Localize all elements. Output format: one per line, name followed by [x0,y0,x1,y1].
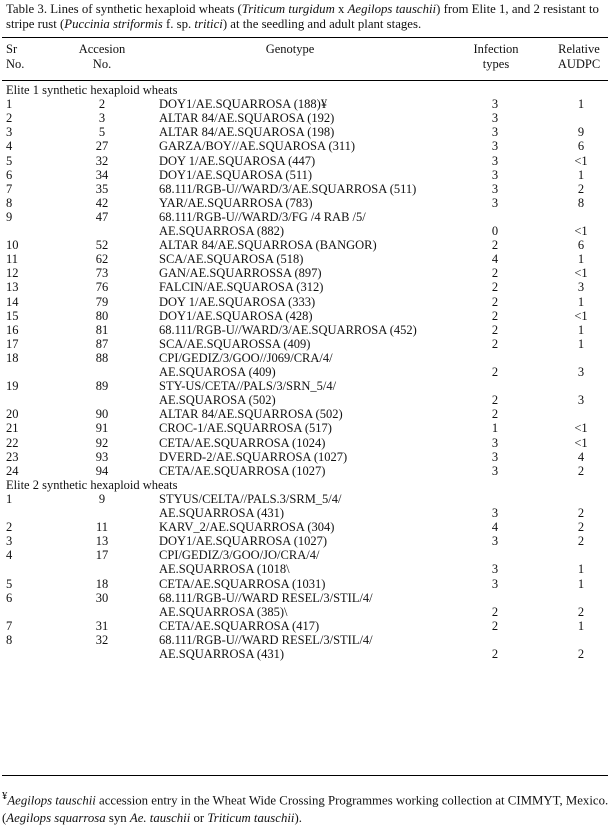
row-genotype: DOY1/AE.SQUAROSA (428) [159,308,313,323]
row-relative-audpc: 1 [577,618,585,633]
row-infection-type: 2 [491,322,499,337]
row-infection-type: 3 [491,153,499,168]
row-sr-no: 5 [6,576,13,591]
header-bottom-rule [2,80,608,81]
row-genotype: ALTAR 84/AE.SQUARROSA (502) [159,407,343,422]
row-accession-no: 88 [95,350,109,365]
row-infection-type: 3 [491,534,499,549]
row-genotype: ALTAR 84/AE.SQUARROSA (BANGOR) [159,238,377,253]
row-sr-no: 6 [6,167,13,182]
table-top-rule [2,37,608,38]
row-accession-no: 52 [95,238,109,253]
row-accession-no: 35 [95,181,109,196]
row-genotype: AE.SQUARROSA (431) [159,647,285,661]
row-genotype: CETA/AE.SQUARROSA (417) [159,618,320,633]
row-infection-type: 3 [491,449,499,464]
row-genotype: KARV_2/AE.SQUARROSA (304) [159,520,335,535]
row-genotype: FALCIN/AE.SQUAROSA (312) [159,280,324,295]
footnote-italic: Aegilops tauschii [7,793,96,808]
footnote-text: syn [105,811,130,826]
row-infection-type: 3 [491,576,499,591]
row-accession-no: 2 [98,97,106,112]
row-relative-audpc: 2 [577,506,585,520]
row-infection-type: 2 [491,238,499,253]
row-infection-type: 3 [491,167,499,182]
row-genotype: AE.SQUARROSA (882) [159,224,285,238]
row-genotype: AE.SQUAROSA (502) [159,393,276,408]
row-infection-type: 3 [491,562,499,577]
header-aud-line1: Relative [558,42,600,56]
row-sr-no: 16 [6,322,19,337]
row-sr-no: 2 [6,520,13,535]
header-sr [6,42,28,72]
caption-text: ) from Elite 1, and 2 resistant to stripe rust ( [6,2,599,31]
row-genotype: ALTAR 84/AE.SQUAROSA (198) [159,125,335,140]
row-sr-no: 13 [6,280,19,295]
row-relative-audpc: <1 [574,224,588,238]
row-accession-no: 76 [95,280,109,295]
row-sr-no: 1 [6,97,13,112]
table-caption [6,2,606,32]
row-genotype: STYUS/CELTA//PALS.3/SRM_5/4/ [159,491,342,506]
row-genotype: CETA/AE.SQUARROSA (1031) [159,576,326,591]
row-genotype: AE.SQUARROSA (385)\ [159,604,288,619]
row-accession-no: 62 [95,252,109,267]
row-genotype: 68.111/RGB-U//WARD RESEL/3/STIL/4/ [159,590,373,605]
row-genotype: DOY1/AE.SQUAROSA (511) [159,167,313,182]
row-accession-no: 42 [95,195,109,210]
row-accession-no: 30 [95,590,109,605]
row-accession-no: 80 [95,308,109,323]
row-relative-audpc: <1 [574,308,588,323]
header-acc-line1: Accesion [78,42,126,56]
row-accession-no: 94 [95,463,109,478]
row-relative-audpc: 6 [577,139,585,154]
row-infection-type: 3 [491,97,499,112]
footnote-text: ). [294,811,302,826]
row-relative-audpc: 1 [577,562,585,577]
row-genotype: AE.SQUARROSA (431) [159,506,285,520]
footnote-italic: Triticum tauschii [207,811,295,826]
row-accession-no: 91 [95,421,109,436]
row-sr-no: 23 [6,449,19,464]
row-sr-no: 10 [6,238,19,253]
row-accession-no: 13 [95,534,109,549]
row-genotype: SCA/AE.SQUAROSA (518) [159,252,304,267]
row-accession-no: 73 [95,266,109,281]
row-sr-no: 24 [6,463,19,478]
header-geno-line1: Genotype [265,42,315,56]
row-infection-type: 2 [491,407,499,422]
row-genotype: CPI/GEDIZ/3/GOO/JO/CRA/4/ [159,548,320,563]
row-accession-no: 79 [95,294,109,309]
row-genotype: DOY1/AE.SQUARROSA (1027) [159,534,328,549]
caption-text: Table 3. Lines of synthetic hexaploid wheats ( [6,2,242,16]
row-sr-no: 9 [6,209,13,224]
row-relative-audpc: 3 [577,365,585,379]
row-accession-no: 32 [95,632,109,647]
row-genotype: CETA/AE.SQUARROSA (1027) [159,463,326,478]
row-infection-type: 4 [491,520,499,535]
header-sr-line2: No. [6,57,25,71]
row-accession-no: 31 [95,618,109,633]
row-infection-type: 2 [491,365,499,379]
header-aud-line2: AUDPC [557,57,601,71]
row-sr-no: 18 [6,350,19,365]
row-relative-audpc: 2 [577,463,585,478]
row-relative-audpc: 9 [577,125,585,140]
row-accession-no: 17 [95,548,109,563]
row-sr-no: 3 [6,125,13,140]
row-sr-no: 2 [6,111,13,126]
row-genotype: AE.SQUARROSA (1018\ [159,562,290,577]
row-sr-no: 11 [6,252,19,267]
row-accession-no: 27 [95,139,109,154]
row-accession-no: 5 [98,125,106,140]
row-infection-type: 3 [491,435,499,450]
row-sr-no: 4 [6,139,13,154]
row-accession-no: 89 [95,379,109,394]
row-relative-audpc: <1 [574,435,588,450]
row-accession-no: 87 [95,336,109,351]
caption-italic: tritici [194,17,223,31]
row-sr-no: 8 [6,632,13,647]
row-genotype: GARZA/BOY//AE.SQUAROSA (311) [159,139,356,154]
row-genotype: DOY 1/AE.SQUAROSA (447) [159,153,316,168]
row-sr-no: 15 [6,308,19,323]
caption-italic: Triticum turgidum [241,2,335,16]
row-infection-type: 3 [491,139,499,154]
footnote-mark: ¥ [2,791,8,802]
row-relative-audpc: 8 [577,195,585,210]
header-inf-line2: types [482,57,510,71]
row-infection-type: 3 [491,125,499,140]
row-sr-no: 5 [6,153,13,168]
row-genotype: AE.SQUAROSA (409) [159,365,276,379]
row-sr-no: 1 [6,491,13,506]
row-genotype: ALTAR 84/AE.SQUAROSA (192) [159,111,335,126]
row-relative-audpc: 4 [577,449,585,464]
footnote [2,788,610,827]
caption-text: ) at the seedling and adult plant stages. [222,17,422,31]
row-relative-audpc: 6 [577,238,585,253]
row-sr-no: 14 [6,294,19,309]
row-accession-no: 81 [95,322,109,337]
row-relative-audpc: 1 [577,294,585,309]
row-infection-type: 2 [491,266,499,281]
row-infection-type: 3 [491,195,499,210]
row-relative-audpc: 2 [577,520,585,535]
header-genotype [190,42,390,57]
section-title: Elite 2 synthetic hexaploid wheats [6,477,178,492]
row-genotype: GAN/AE.SQUARROSSA (897) [159,266,322,281]
caption-text: x [334,2,348,16]
row-infection-type: 2 [491,647,499,661]
row-relative-audpc: 1 [577,322,585,337]
header-inf-line1: Infection [473,42,519,56]
row-genotype: CROC-1/AE.SQUARROSA (517) [159,421,332,436]
row-infection-type: 2 [491,294,499,309]
row-relative-audpc: 1 [577,336,585,351]
row-accession-no: 93 [95,449,109,464]
caption-text: f. sp. [162,17,195,31]
section-title: Elite 1 synthetic hexaploid wheats [6,83,178,97]
header-accession [62,42,142,72]
row-relative-audpc: 2 [577,534,585,549]
row-accession-no: 3 [98,111,106,126]
row-relative-audpc: <1 [574,266,588,281]
caption-italic: Aegilops tauschii [347,2,437,16]
row-accession-no: 32 [95,153,109,168]
row-infection-type: 2 [491,393,499,408]
row-relative-audpc: <1 [574,153,588,168]
row-relative-audpc: 1 [577,252,585,267]
row-genotype: SCA/AE.SQUAROSSA (409) [159,336,311,351]
footnote-italic: Ae. tauschii [129,811,191,826]
row-genotype: CPI/GEDIZ/3/GOO//J069/CRA/4/ [159,350,333,365]
caption-italic: Puccinia striformis [64,17,163,31]
row-relative-audpc: 1 [577,97,585,112]
row-sr-no: 3 [6,534,13,549]
row-sr-no: 12 [6,266,19,281]
row-infection-type: 4 [491,252,499,267]
row-accession-no: 9 [98,491,106,506]
footnote-text: or [190,811,208,826]
row-infection-type: 3 [491,463,499,478]
row-infection-type: 0 [491,224,499,238]
header-sr-line1: Sr [6,42,18,56]
row-accession-no: 47 [95,209,109,224]
row-infection-type: 2 [491,308,499,323]
header-acc-line2: No. [92,57,112,71]
row-sr-no: 4 [6,548,13,563]
row-accession-no: 18 [95,576,109,591]
row-infection-type: 3 [491,506,499,520]
header-infection [468,42,524,72]
row-sr-no: 22 [6,435,19,450]
row-genotype: STY-US/CETA//PALS/3/SRN_5/4/ [159,379,337,394]
row-accession-no: 92 [95,435,109,450]
row-infection-type: 3 [491,111,499,126]
row-relative-audpc: 2 [577,604,585,619]
row-infection-type: 2 [491,618,499,633]
row-genotype: DOY 1/AE.SQUAROSA (333) [159,294,316,309]
row-sr-no: 7 [6,181,13,196]
row-sr-no: 20 [6,407,19,422]
row-genotype: 68.111/RGB-U//WARD/3/AE.SQUARROSA (452) [159,322,417,337]
row-relative-audpc: 2 [577,181,585,196]
row-infection-type: 2 [491,280,499,295]
row-genotype: DOY1/AE.SQUARROSA (188)¥ [159,97,328,112]
row-sr-no: 21 [6,421,19,436]
row-genotype: 68.111/RGB-U//WARD/3/AE.SQUARROSA (511) [159,181,417,196]
row-infection-type: 2 [491,336,499,351]
row-infection-type: 2 [491,604,499,619]
row-accession-no: 34 [95,167,109,182]
row-sr-no: 19 [6,379,19,394]
row-genotype: 68.111/RGB-U//WARD RESEL/3/STIL/4/ [159,632,373,647]
row-genotype: YAR/AE.SQUARROSA (783) [159,195,313,210]
row-infection-type: 3 [491,181,499,196]
row-relative-audpc: <1 [574,421,588,436]
row-accession-no: 11 [95,520,109,535]
row-sr-no: 17 [6,336,19,351]
row-sr-no: 6 [6,590,13,605]
row-relative-audpc: 3 [577,393,585,408]
row-relative-audpc: 3 [577,280,585,295]
table-bottom-rule [2,775,608,776]
header-audpc [548,42,610,72]
row-sr-no: 7 [6,618,13,633]
row-infection-type: 1 [491,421,499,436]
row-genotype: 68.111/RGB-U//WARD/3/FG /4 RAB /5/ [159,209,366,224]
footnote-text: accession entry in the Wheat Wide Crossing Programmes working collection at CIMMYT, Mexico. ( [2,793,609,826]
row-relative-audpc: 1 [577,576,585,591]
row-accession-no: 90 [95,407,109,422]
row-sr-no: 8 [6,195,13,210]
footnote-italic: Aegilops squarrosa [6,811,106,826]
row-relative-audpc: 1 [577,167,585,182]
row-genotype: CETA/AE.SQUARROSA (1024) [159,435,326,450]
row-genotype: DVERD-2/AE.SQUARROSA (1027) [159,449,348,464]
row-relative-audpc: 2 [577,647,585,661]
